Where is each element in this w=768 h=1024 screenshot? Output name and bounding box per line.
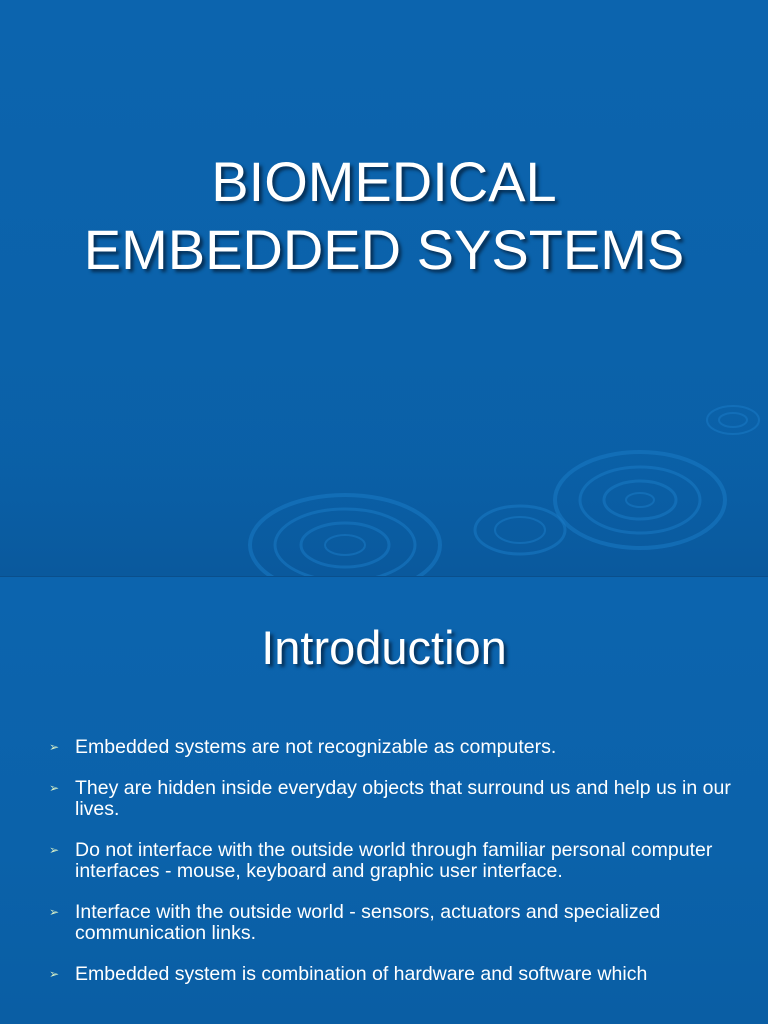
list-item [0, 902, 768, 944]
arrow-bullet-icon: ➢ [49, 843, 60, 857]
slide-title: Introduction [261, 621, 507, 674]
list-item [0, 964, 768, 985]
bullet-text: Embedded systems are not recognizable as computers. [75, 736, 557, 758]
slide-title [0, 148, 768, 284]
list-item [0, 737, 768, 758]
bullet-text: They are hidden inside everyday objects that surround us and help us in our lives. [75, 777, 731, 820]
list-item [0, 778, 768, 820]
arrow-bullet-icon: ➢ [49, 740, 60, 754]
arrow-bullet-icon: ➢ [49, 905, 60, 919]
list-item [0, 840, 768, 882]
arrow-bullet-icon: ➢ [49, 781, 60, 795]
bullet-list [0, 737, 768, 1005]
bullet-text: Embedded system is combination of hardware and software which [75, 963, 648, 985]
arrow-bullet-icon: ➢ [49, 967, 60, 981]
bullet-text: Do not interface with the outside world through familiar personal computer interfaces - mouse, keyboard and graphic user interface. [75, 839, 713, 882]
title-line: BIOMEDICAL [211, 150, 557, 213]
title-line: EMBEDDED SYSTEMS [83, 218, 685, 281]
introduction-slide [0, 577, 768, 1024]
bullet-text: Interface with the outside world - sensors, actuators and specialized communication links. [75, 901, 661, 944]
